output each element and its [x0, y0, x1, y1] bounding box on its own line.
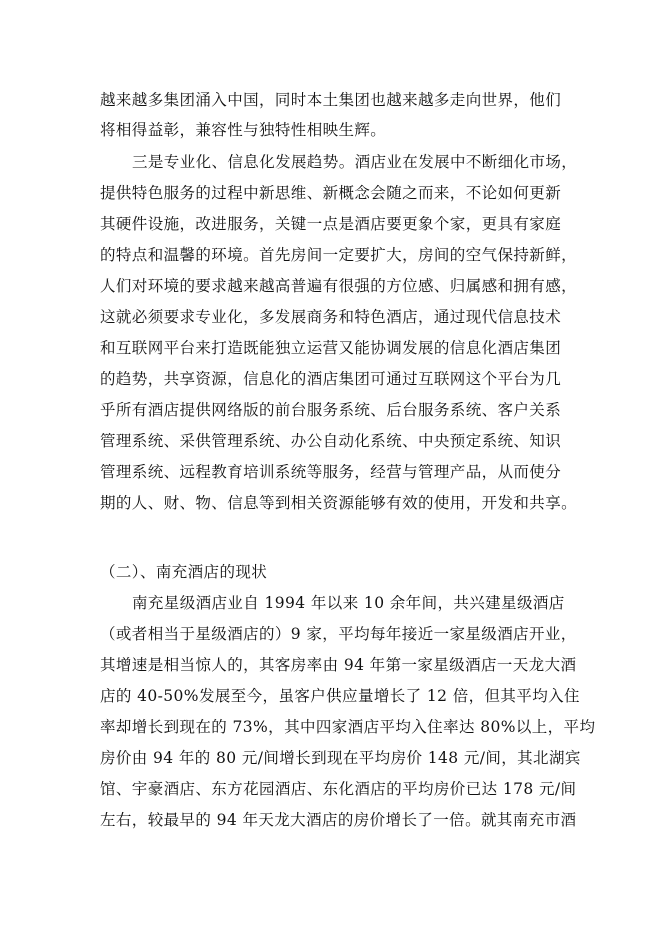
- paragraph-line: 管理系统、远程教育培训系统等服务，经营与管理产品，从而使分: [100, 463, 562, 481]
- paragraph-line: 率却增长到现在的 73%，其中四家酒店平均入住率达 80%以上，平均: [100, 718, 596, 736]
- paragraph-line: 的趋势，共享资源，信息化的酒店集团可通过互联网这个平台为几: [100, 370, 562, 388]
- paragraph-line: 的特点和温馨的环境。首先房间一定要扩大，房间的空气保持新鲜，: [100, 246, 578, 264]
- paragraph-line: 期的人、财、物、信息等到相关资源能够有效的使用，开发和共享。: [100, 494, 578, 512]
- paragraph-line: 房价由 94 年的 80 元/间增长到现在平均房价 148 元/间，其北湖宾: [100, 749, 581, 767]
- paragraph-line: 乎所有酒店提供网络版的前台服务系统、后台服务系统、客户关系: [100, 401, 562, 419]
- paragraph-line: 馆、宇豪酒店、东方花园酒店、东化酒店的平均房价已达 178 元/间: [100, 780, 577, 798]
- section-heading: （二）、南充酒店的现状: [100, 563, 268, 581]
- paragraph-line: 将相得益彰，兼容性与独特性相映生辉。: [100, 121, 387, 139]
- paragraph-line: 管理系统、采供管理系统、办公自动化系统、中央预定系统、知识: [100, 432, 562, 450]
- paragraph-line: 提供特色服务的过程中新思维、新概念会随之而来，不论如何更新: [100, 184, 562, 202]
- paragraph-line: 南充星级酒店业自 1994 年以来 10 余年间，共兴建星级酒店: [132, 594, 565, 612]
- paragraph-line: 越来越多集团涌入中国，同时本土集团也越来越多走向世界，他们: [100, 91, 562, 109]
- paragraph-line: 其硬件设施，改进服务，关键一点是酒店要更象个家，更具有家庭: [100, 215, 562, 233]
- paragraph-line: 这就必须要求专业化，多发展商务和特色酒店，通过现代信息技术: [100, 308, 562, 326]
- paragraph-line: 人们对环境的要求越来越高普遍有很强的方位感、归属感和拥有感，: [100, 277, 578, 295]
- paragraph-line: 和互联网平台来打造既能独立运营又能协调发展的信息化酒店集团: [100, 339, 562, 357]
- paragraph-line: 三是专业化、信息化发展趋势。酒店业在发展中不断细化市场，: [132, 153, 578, 171]
- paragraph-line: （或者相当于星级酒店的）9 家，平均每年接近一家星级酒店开业，: [100, 625, 577, 643]
- paragraph-line: 其增速是相当惊人的，其客房率由 94 年第一家星级酒店一天龙大酒: [100, 656, 577, 674]
- paragraph-line: 左右，较最早的 94 年天龙大酒店的房价增长了一倍。就其南充市酒: [100, 811, 577, 829]
- paragraph-line: 店的 40-50%发展至今，虽客户供应量增长了 12 倍，但其平均入住: [100, 687, 580, 705]
